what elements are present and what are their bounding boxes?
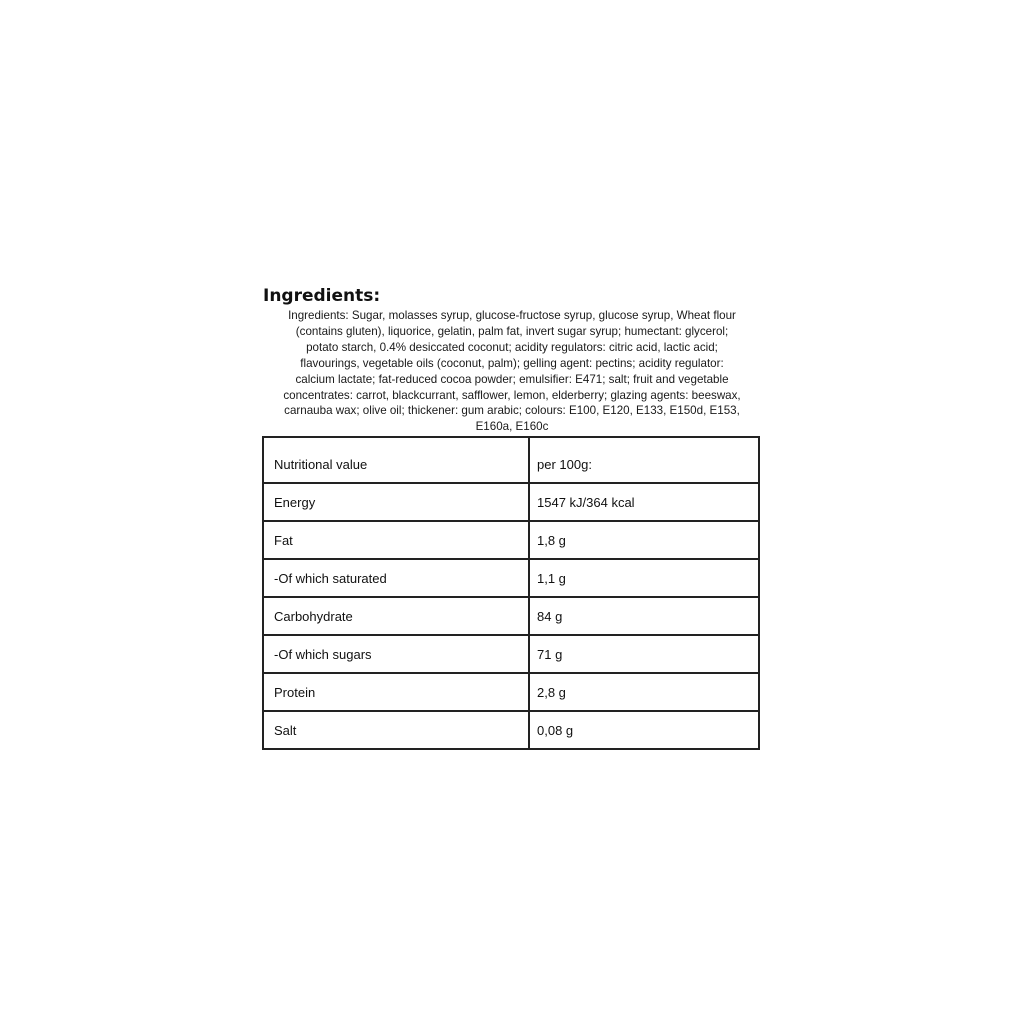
table-row — [263, 635, 759, 673]
table-row — [263, 673, 759, 711]
nutrient-value: 1547 kJ/364 kcal — [529, 483, 759, 521]
table-row — [263, 559, 759, 597]
table-header-row — [263, 437, 759, 483]
nutrient-value: 71 g — [529, 635, 759, 673]
nutrient-value: 1,1 g — [529, 559, 759, 597]
ingredients-text — [258, 308, 766, 435]
table-row — [263, 483, 759, 521]
nutrient-value: 2,8 g — [529, 673, 759, 711]
ingredients-line: flavourings, vegetable oils (coconut, palm); gelling agent: pectins; acidity regulator: — [300, 356, 724, 370]
nutrient-value: 0,08 g — [529, 711, 759, 749]
nutrition-header-name: Nutritional value — [263, 437, 529, 483]
nutrient-name: -Of which sugars — [263, 635, 529, 673]
nutrient-name: Carbohydrate — [263, 597, 529, 635]
table-row — [263, 711, 759, 749]
nutrient-name: Protein — [263, 673, 529, 711]
nutrition-header-value: per 100g: — [529, 437, 759, 483]
nutrient-value: 84 g — [529, 597, 759, 635]
table-row — [263, 521, 759, 559]
ingredients-line: Ingredients: Sugar, molasses syrup, glucose-fructose syrup, glucose syrup, Wheat flour — [288, 309, 736, 322]
ingredients-line: E160a, E160c — [475, 420, 549, 434]
nutrition-table — [262, 436, 760, 750]
nutrient-name: -Of which saturated — [263, 559, 529, 597]
nutrient-name: Fat — [263, 521, 529, 559]
table-row — [263, 597, 759, 635]
ingredients-line: calcium lactate; fat-reduced cocoa powder; emulsifier: E471; salt; fruit and vegetable — [295, 372, 729, 386]
nutrient-name: Energy — [263, 483, 529, 521]
ingredients-line: carnauba wax; olive oil; thickener: gum arabic; colours: E100, E120, E133, E150d, E153, — [284, 404, 740, 418]
nutrient-value: 1,8 g — [529, 521, 759, 559]
ingredients-line: potato starch, 0.4% desiccated coconut; acidity regulators: citric acid, lactic acid; — [306, 340, 718, 354]
ingredients-heading: Ingredients: — [263, 286, 381, 306]
ingredients-line: (contains gluten), liquorice, gelatin, palm fat, invert sugar syrup; humectant: glycerol; — [295, 324, 729, 338]
nutrient-name: Salt — [263, 711, 529, 749]
ingredients-line: concentrates: carrot, blackcurrant, safflower, lemon, elderberry; glazing agents: beeswax, — [283, 388, 741, 402]
